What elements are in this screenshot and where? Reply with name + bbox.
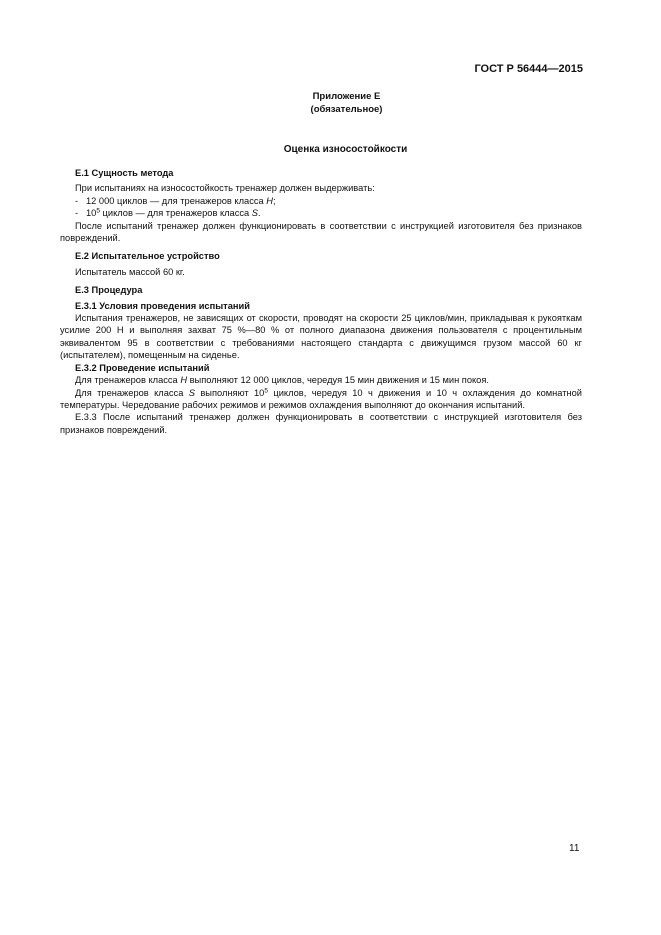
page-number: 11 <box>569 843 580 854</box>
document-title <box>0 143 661 156</box>
paragraph-text: Для тренажеров класса <box>75 387 189 398</box>
paragraph-text: выполняют 10 <box>194 387 265 398</box>
paragraph-text: Для тренажеров класса <box>75 375 181 386</box>
document-title-text: Оценка износостойкости <box>283 144 408 155</box>
section-e2-text: Испытатель массой 60 кг. <box>75 266 185 277</box>
subsection-e32-paragraph <box>60 387 582 412</box>
class-label: Н <box>266 195 273 206</box>
appendix-status: (обязательное) <box>310 103 383 115</box>
document-body <box>60 167 582 436</box>
paragraph-text: циклов, чередуя 10 ч движения и 10 ч охлаждения до комнатной температуры. Чередование рабочих режимов и режимов охлаждения выполняют до окончания испытаний. <box>60 387 582 410</box>
class-label: Н <box>180 375 188 386</box>
list-item-text: циклов — для тренажеров класса <box>99 208 252 219</box>
cycle-count-exponent: 5 <box>264 387 268 394</box>
paragraph-text: выполняют 12 000 циклов, чередуя 15 мин движения и 15 мин покоя. <box>187 375 489 386</box>
cycle-count-exponent: 5 <box>96 207 100 215</box>
list-item <box>60 195 582 207</box>
section-e1-heading: Е.1 Сущность метода <box>75 168 174 178</box>
section-e1-intro: При испытаниях на износостойкость тренажер должен выдерживать: <box>75 183 375 194</box>
list-item-end: . <box>258 208 261 219</box>
subsection-e31-heading: Е.3.1 Условия проведения испытаний <box>75 300 250 311</box>
list-item-text: 12 000 циклов — для тренажеров класса <box>86 195 267 206</box>
list-item-end: ; <box>272 195 276 206</box>
section-e1-conclusion: После испытаний тренажер должен функционировать в соответствии с инструкцией изготовителя без признаков повреждений. <box>60 220 582 244</box>
appendix-title: Приложение Е <box>312 91 381 102</box>
section-e2-heading: Е.2 Испытательное устройство <box>75 251 220 262</box>
subsection-e33-text: Е.3.3 После испытаний тренажер должен функционировать в соответствии с инструкцией изготовителя без признаков повреждений. <box>60 412 582 435</box>
section-e3-heading: Е.3 Процедура <box>75 285 143 296</box>
cycle-count-base: 10 <box>86 208 97 219</box>
list-item <box>60 207 582 219</box>
list-dash: - <box>75 208 79 219</box>
class-label: S <box>251 208 258 219</box>
appendix-heading <box>0 91 661 116</box>
list-dash: - <box>75 195 79 206</box>
subsection-e32-heading: Е.3.2 Проведение испытаний <box>75 362 210 373</box>
subsection-e32-paragraph <box>60 374 582 386</box>
class-label: S <box>188 387 195 398</box>
subsection-e31-text: Испытания тренажеров, не зависящих от скорости, проводят на скорости 25 циклов/мин, прикладывая к рукояткам усилие 200 Н и выполняя захват 75 %—80 % от полного диапазона движения пользователя с процентильным эквивалентом 95 в соответствии с требованиями настоящего стандарта с движущимся грузом массой 60 кг (испытателем), помещенным на сиденье. <box>60 313 582 361</box>
standard-number: ГОСТ Р 56444—2015 <box>474 63 583 75</box>
